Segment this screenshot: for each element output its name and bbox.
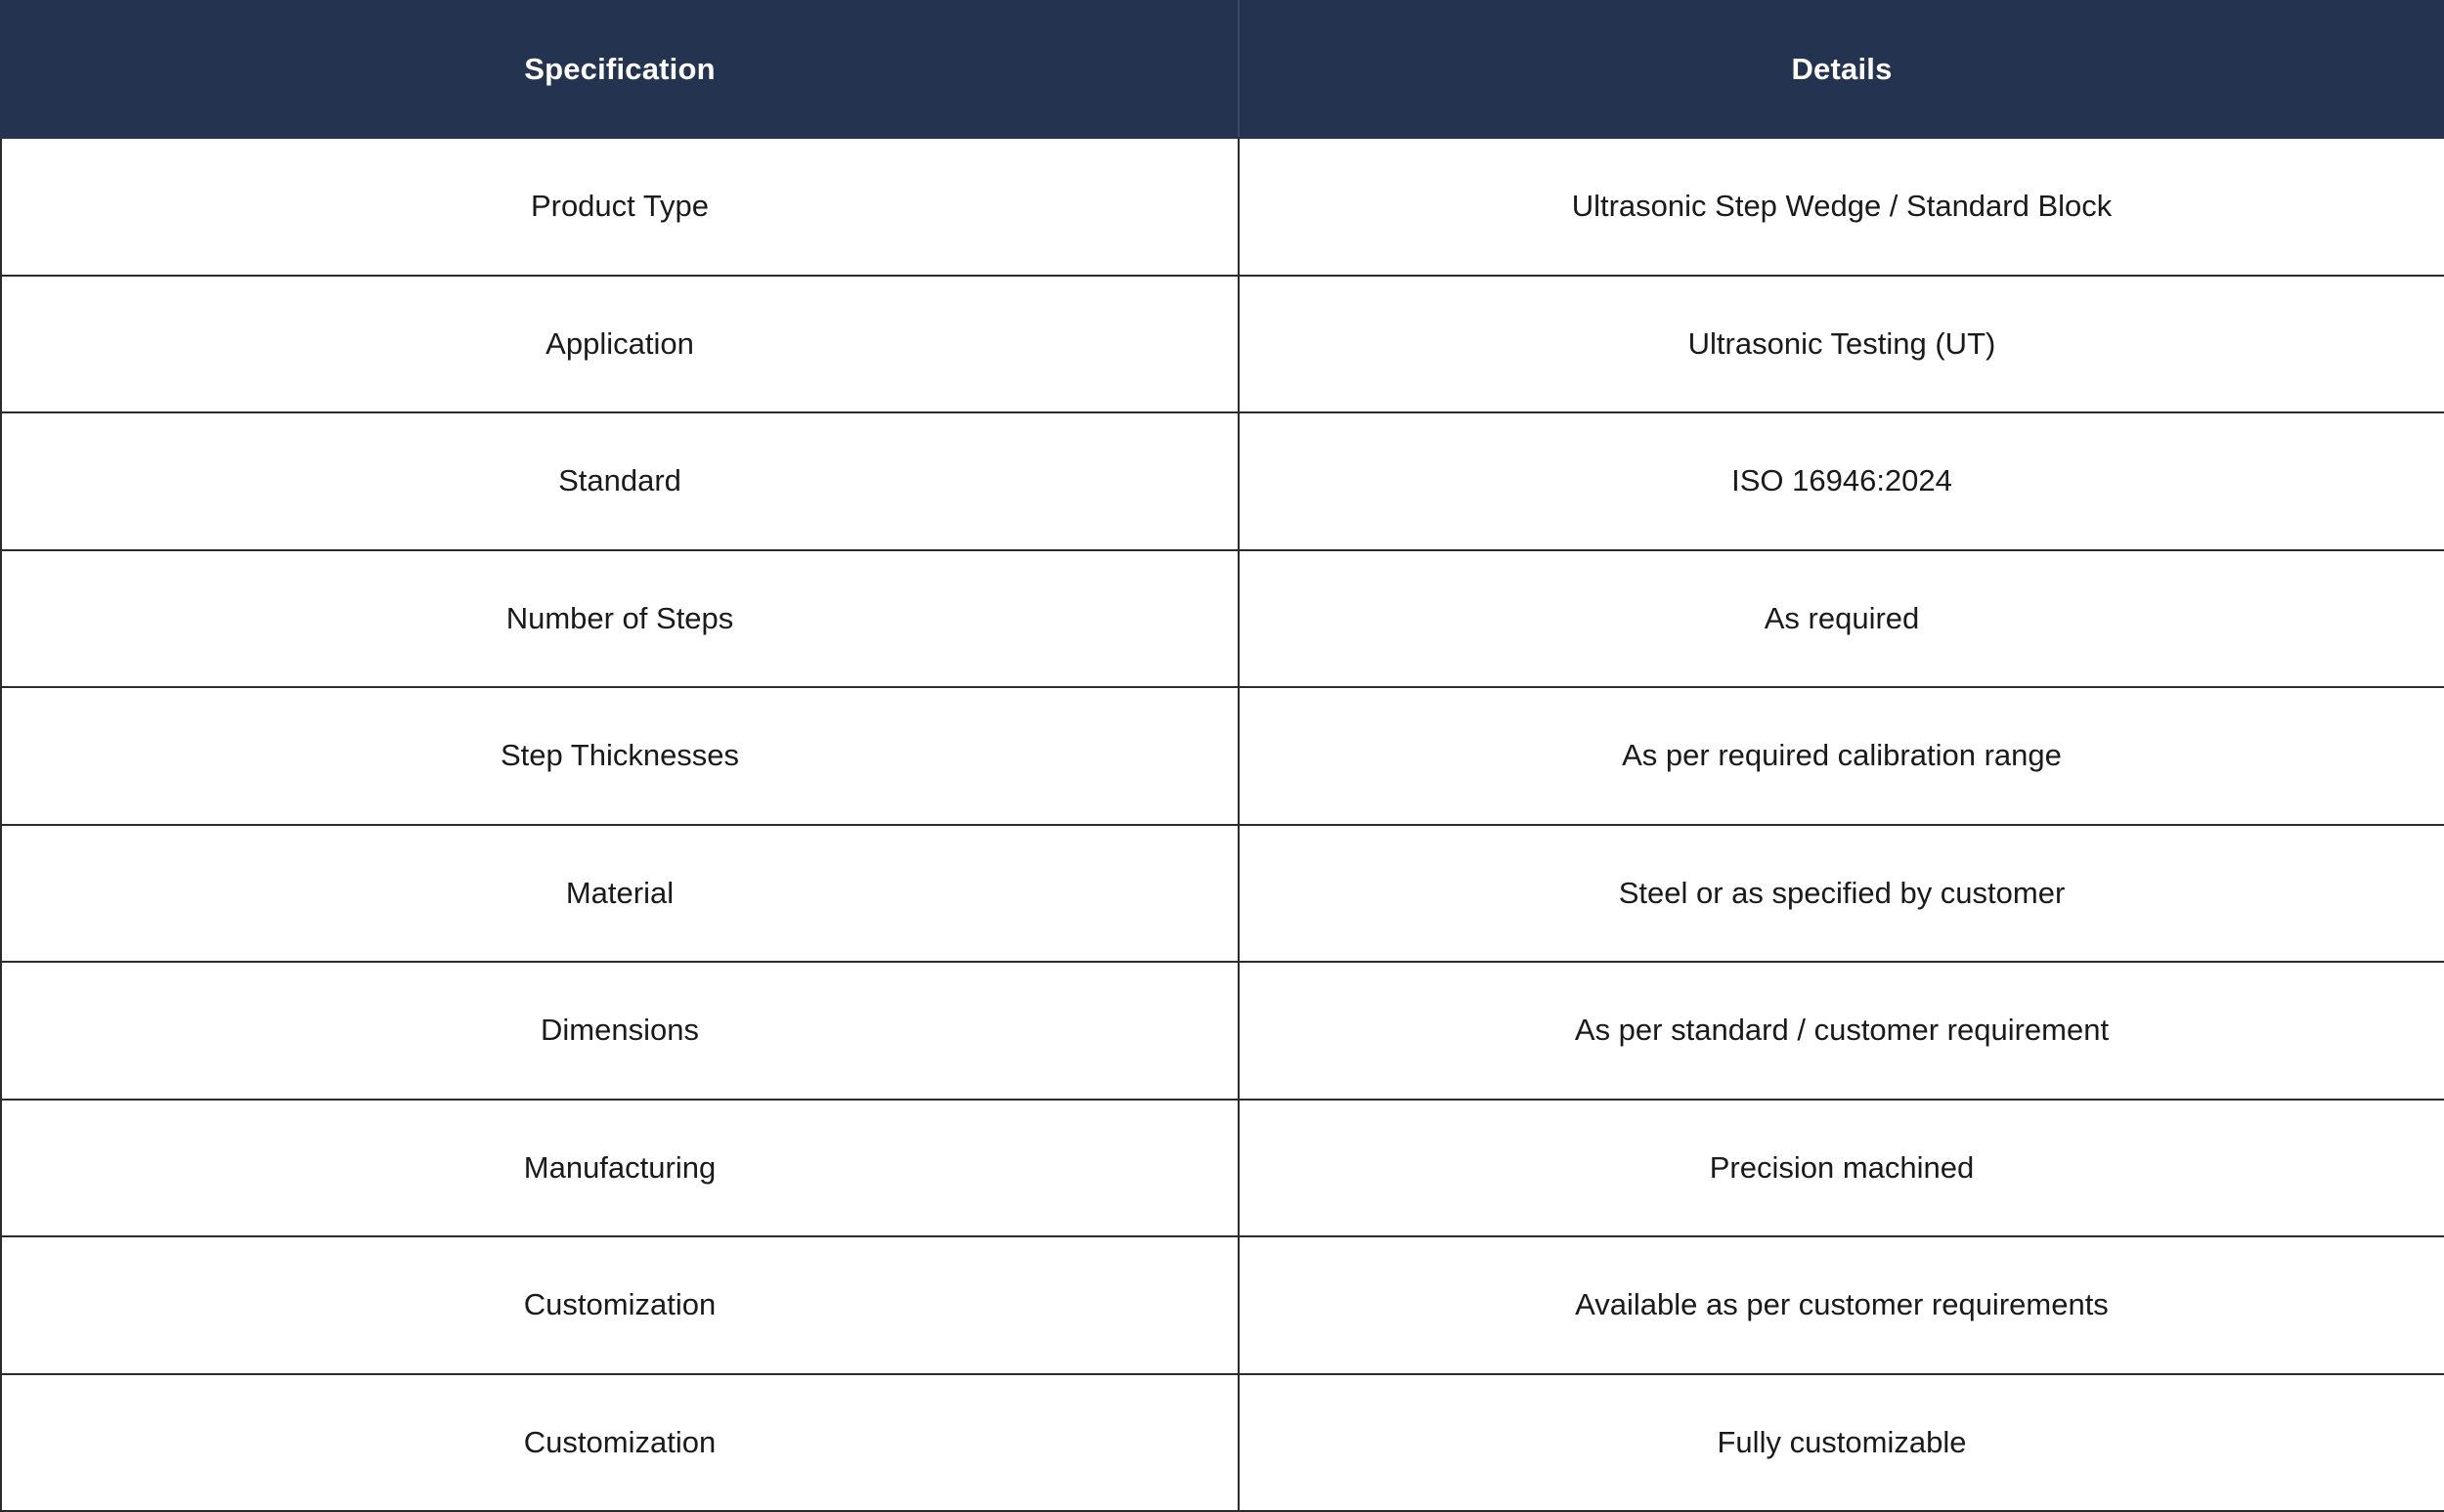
- table-body: [1, 138, 2444, 1511]
- column-header-details: Details: [1239, 1, 2444, 138]
- spec-cell: Number of Steps: [1, 550, 1239, 688]
- detail-cell: Available as per customer requirements: [1239, 1236, 2444, 1374]
- column-header-specification: Specification: [1, 1, 1239, 138]
- spec-cell: Dimensions: [1, 962, 1239, 1100]
- spec-cell: Application: [1, 276, 1239, 413]
- detail-cell: Steel or as specified by customer: [1239, 825, 2444, 963]
- detail-cell: As per required calibration range: [1239, 687, 2444, 825]
- table-row: [1, 412, 2444, 550]
- detail-cell: ISO 16946:2024: [1239, 412, 2444, 550]
- detail-cell: Fully customizable: [1239, 1374, 2444, 1512]
- detail-cell: Ultrasonic Testing (UT): [1239, 276, 2444, 413]
- detail-cell: As required: [1239, 550, 2444, 688]
- detail-cell: Ultrasonic Step Wedge / Standard Block: [1239, 138, 2444, 276]
- table-row: [1, 1236, 2444, 1374]
- detail-cell: Precision machined: [1239, 1100, 2444, 1237]
- spec-cell: Customization: [1, 1374, 1239, 1512]
- spec-cell: Customization: [1, 1236, 1239, 1374]
- table-row: [1, 825, 2444, 963]
- spec-cell: Standard: [1, 412, 1239, 550]
- table-row: [1, 962, 2444, 1100]
- detail-cell: As per standard / customer requirement: [1239, 962, 2444, 1100]
- spec-cell: Manufacturing: [1, 1100, 1239, 1237]
- header-row: [1, 1, 2444, 138]
- table-row: [1, 1374, 2444, 1512]
- table-row: [1, 550, 2444, 688]
- spec-cell: Step Thicknesses: [1, 687, 1239, 825]
- table-header: [1, 1, 2444, 138]
- table-row: [1, 687, 2444, 825]
- spec-cell: Material: [1, 825, 1239, 963]
- spec-cell: Product Type: [1, 138, 1239, 276]
- table-row: [1, 276, 2444, 413]
- table-row: [1, 138, 2444, 276]
- table-row: [1, 1100, 2444, 1237]
